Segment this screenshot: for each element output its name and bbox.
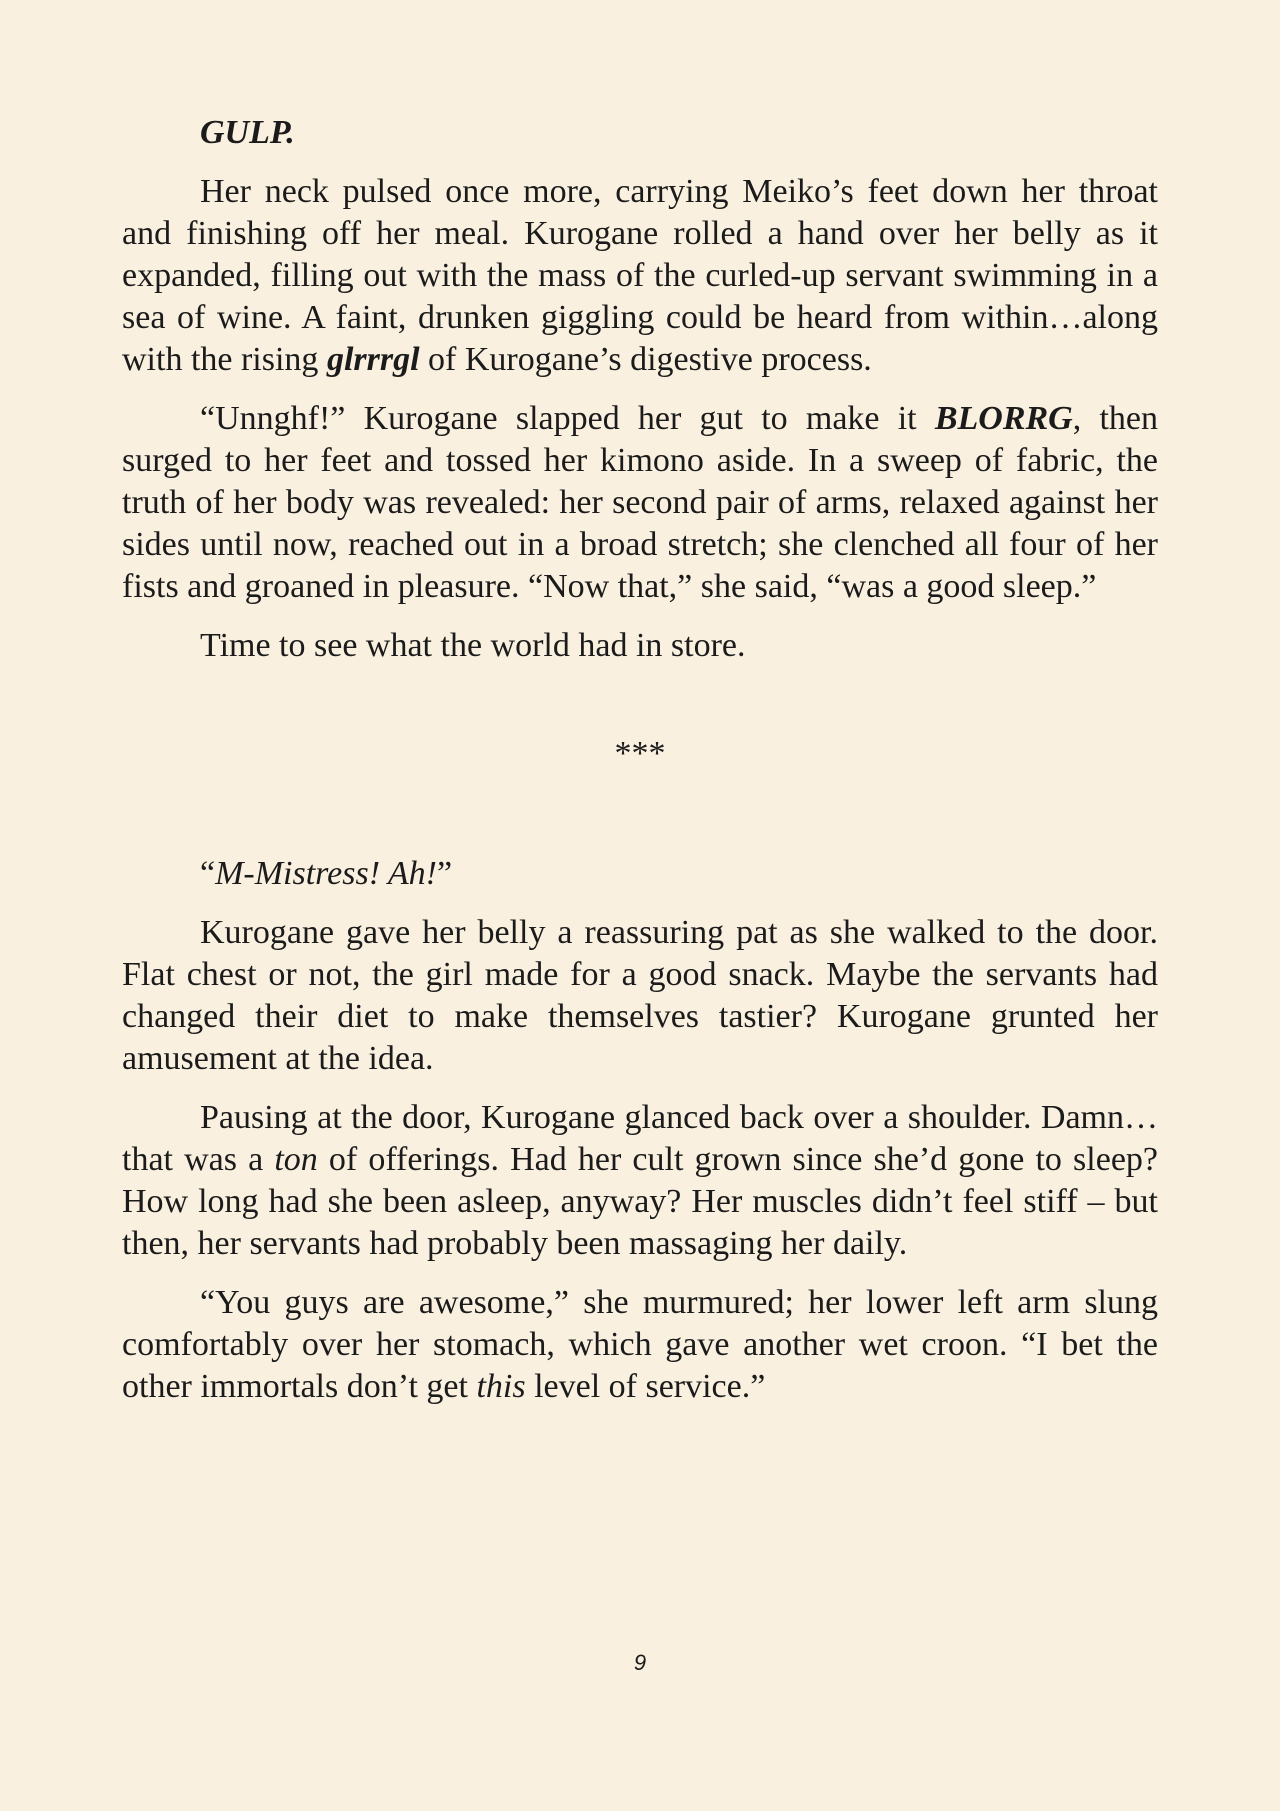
sound-effect-glrrrgl: glrrrgl — [326, 341, 420, 378]
paragraph-time-to-see — [122, 625, 1158, 667]
paragraph-reassuring-pat — [122, 912, 1158, 1080]
text-run: Pausing at the door, Kurogane glanced back over a shoulder. Damn… that was a — [122, 1099, 1158, 1178]
text-run: level of service.” — [525, 1368, 766, 1405]
page-number: 9 — [633, 1650, 647, 1675]
paragraph-unnghf — [122, 398, 1158, 608]
text-run: “Unnghf!” Kurogane slapped her gut to make it — [200, 400, 935, 437]
paragraph-gulp — [122, 112, 1158, 154]
text-run: Time to see what the world had in store. — [200, 627, 746, 664]
text-run: , then surged to her feet and tossed her kimono aside. In a sweep of fabric, the truth of her body was revealed: her second pair of arms, relaxed against her sides until now, reached out in a broad stretch; she clenched all four of her fists and groaned in pleasure. “Now that,” she said, “was a good sleep.” — [122, 400, 1158, 605]
text-run: Her neck pulsed once more, carrying Meiko’s feet down her throat and finishing off her meal. Kurogane rolled a hand over her belly as it expanded, filling out with the mass of the curled-up servant swimming in a sea of wine. A faint, drunken giggling could be heard from within…along with the rising — [122, 173, 1158, 378]
paragraph-mistress — [122, 853, 1158, 895]
sound-effect-blorrg: BLORRG — [934, 400, 1073, 437]
italic-dialogue: M-Mistress! Ah! — [215, 855, 438, 892]
text-run: Kurogane gave her belly a reassuring pat as she walked to the door. Flat chest or not, the girl made for a good snack. Maybe the servants had changed their diet to make themselves tastier? Kurogane grunted her amusement at the idea. — [122, 914, 1158, 1077]
text-run: “ — [200, 855, 216, 892]
text-run: ” — [437, 855, 453, 892]
page-body — [122, 112, 1158, 1425]
text-run: of offerings. Had her cult grown since she’d gone to sleep? How long had she been asleep, anyway? Her muscles didn’t feel stiff – but then, her servants had probably been massaging her daily. — [122, 1141, 1158, 1262]
text-run: “You guys are awesome,” she murmured; her lower left arm slung comfortably over her stomach, which gave another wet croon. “I bet the other immortals don’t get — [122, 1284, 1158, 1405]
scene-break: *** — [614, 735, 666, 772]
paragraph-you-guys — [122, 1282, 1158, 1408]
text-run: of Kurogane’s digestive process. — [419, 341, 872, 378]
sound-effect-gulp: GULP. — [200, 114, 295, 151]
paragraph-neck-pulsed — [122, 171, 1158, 381]
italic-emphasis-this: this — [476, 1368, 526, 1405]
italic-emphasis-ton: ton — [274, 1141, 318, 1178]
paragraph-pausing-at-door — [122, 1097, 1158, 1265]
